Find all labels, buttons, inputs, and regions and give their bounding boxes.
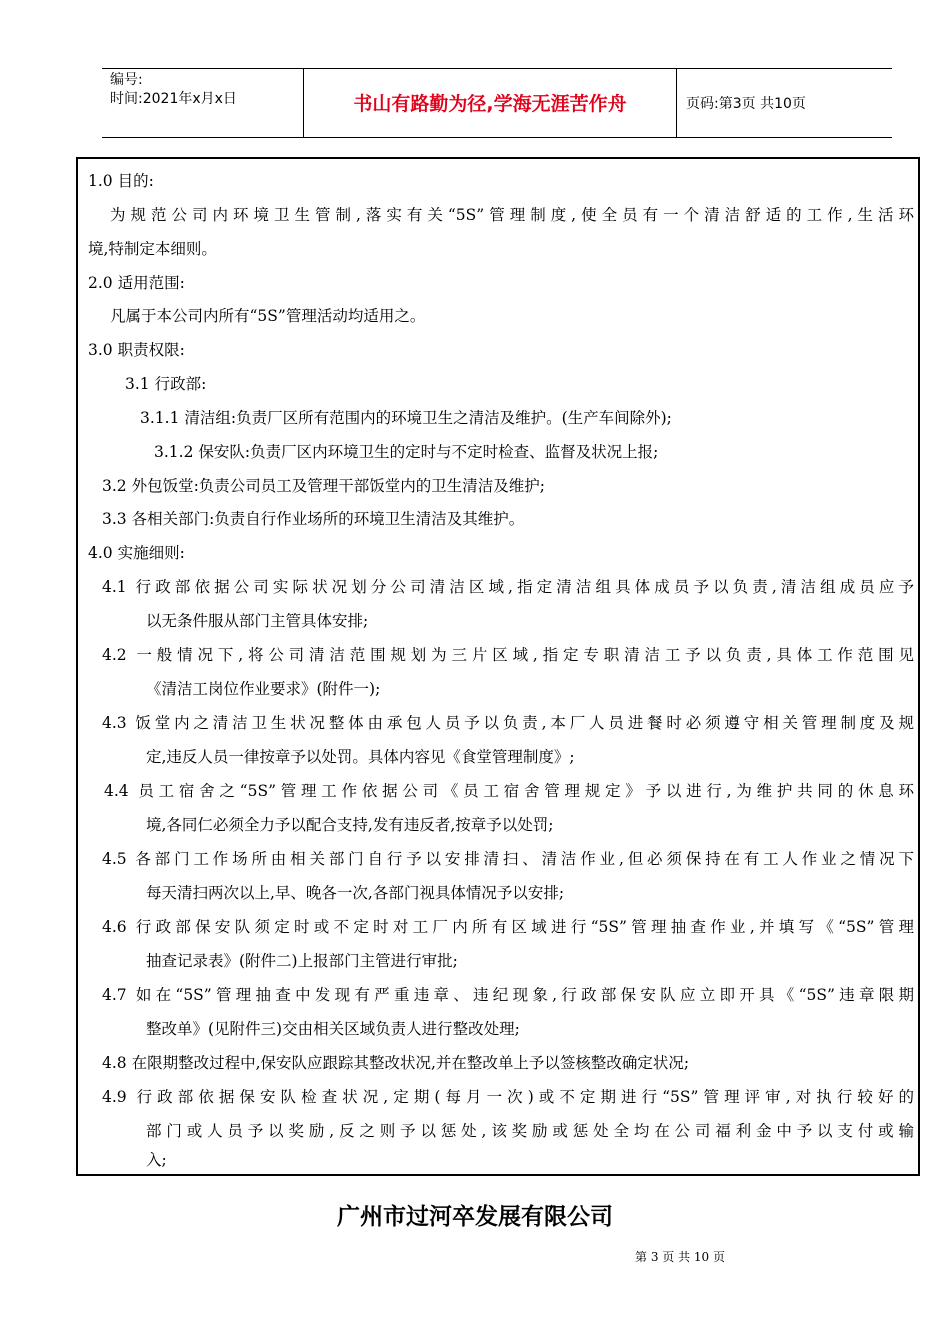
list-item-text: 整改单》(见附件三)交由相关区域负责人进行整改处理; — [146, 1020, 520, 1038]
company-name: 广州市过河卒发展有限公司 — [337, 1204, 613, 1230]
sub-item: 3.2 外包饭堂:负责公司员工及管理干部饭堂内的卫生清洁及维护; — [102, 477, 546, 495]
document-header — [102, 68, 892, 138]
sub-item: 3.3 各相关部门:负责自行作业场所的环境卫生清洁及其维护。 — [102, 510, 525, 528]
list-item-text: 入; — [146, 1151, 167, 1169]
list-item-text: 4.6 行政部保安队须定时或不定时对工厂内所有区域进行“5S”管理抽查作业,并填写《“5S”管理 — [102, 918, 914, 936]
section-heading: 4.0 实施细则: — [88, 544, 185, 562]
header-divider — [676, 69, 677, 137]
section-heading: 3.0 职责权限: — [88, 341, 185, 359]
sub-item: 3.1 行政部: — [125, 375, 207, 393]
header-meta — [110, 71, 237, 109]
header-motto: 书山有路勤为径,学海无涯苦作舟 — [353, 93, 627, 115]
list-item-text: 《清洁工岗位作业要求》(附件一); — [146, 680, 381, 698]
list-item-text: 抽查记录表》(附件二)上报部门主管进行审批; — [146, 952, 458, 970]
list-item-text: 4.1 行政部依据公司实际状况划分公司清洁区域,指定清洁组具体成员予以负责,清洁组成员应予 — [102, 578, 914, 596]
content-box — [76, 157, 920, 1176]
list-item-text: 4.3 饭堂内之清洁卫生状况整体由承包人员予以负责,本厂人员进餐时必须遵守相关管理制度及规 — [102, 714, 914, 732]
sub-item: 3.1.1 清洁组:负责厂区所有范围内的环境卫生之清洁及维护。(生产车间除外); — [140, 409, 672, 427]
list-item-text: 4.5 各部门工作场所由相关部门自行予以安排清扫、清洁作业,但必须保持在有工人作业之情况下 — [102, 850, 914, 868]
section-heading: 2.0 适用范围: — [88, 274, 185, 292]
document-date: 时间:2021年x月x日 — [110, 91, 237, 107]
body-text-line: 凡属于本公司内所有“5S”管理活动均适用之。 — [110, 307, 426, 325]
document-number-label: 编号: — [110, 72, 143, 88]
list-item-text: 以无条件服从部门主管具体安排; — [146, 612, 369, 630]
list-item-text: 每天清扫两次以上,早、晚各一次,各部门视具体情况予以安排; — [146, 884, 565, 902]
body-text-line: 境,特制定本细则。 — [88, 240, 217, 258]
body-text-line: 为规范公司内环境卫生管制,落实有关“5S”管理制度,使全员有一个清洁舒适的工作,生活环 — [110, 206, 914, 224]
sub-item: 3.1.2 保安队:负责厂区内环境卫生的定时与不定时检查、监督及状况上报; — [154, 443, 659, 461]
list-item-text: 4.4 员工宿舍之“5S”管理工作依据公司《员工宿舍管理规定》予以进行,为维护共同的休息环 — [104, 782, 914, 800]
list-item-text: 部门或人员予以奖励,反之则予以惩处,该奖励或惩处全均在公司福利金中予以支付或输 — [146, 1122, 914, 1140]
footer-page-number: 第 3 页 共 10 页 — [635, 1250, 725, 1264]
list-item-text: 4.9 行政部依据保安队检查状况,定期(每月一次)或不定期进行“5S”管理评审,对执行较好的 — [102, 1088, 914, 1106]
list-item-text: 定,违反人员一律按章予以处罚。具体内容见《食堂管理制度》; — [146, 748, 575, 766]
header-page-number: 页码:第3页 共10页 — [686, 96, 806, 112]
list-item-text: 4.8 在限期整改过程中,保安队应跟踪其整改状况,并在整改单上予以签核整改确定状况; — [102, 1054, 690, 1072]
list-item-text: 4.7 如在“5S”管理抽查中发现有严重违章、违纪现象,行政部保安队应立即开具《“5S”违章限期 — [102, 986, 914, 1004]
section-heading: 1.0 目的: — [88, 172, 154, 190]
list-item-text: 4.2 一般情况下,将公司清洁范围规划为三片区域,指定专职清洁工予以负责,具体工作范围见 — [102, 646, 914, 664]
list-item-text: 境,各同仁必须全力予以配合支持,发有违反者,按章予以处罚; — [146, 816, 554, 834]
